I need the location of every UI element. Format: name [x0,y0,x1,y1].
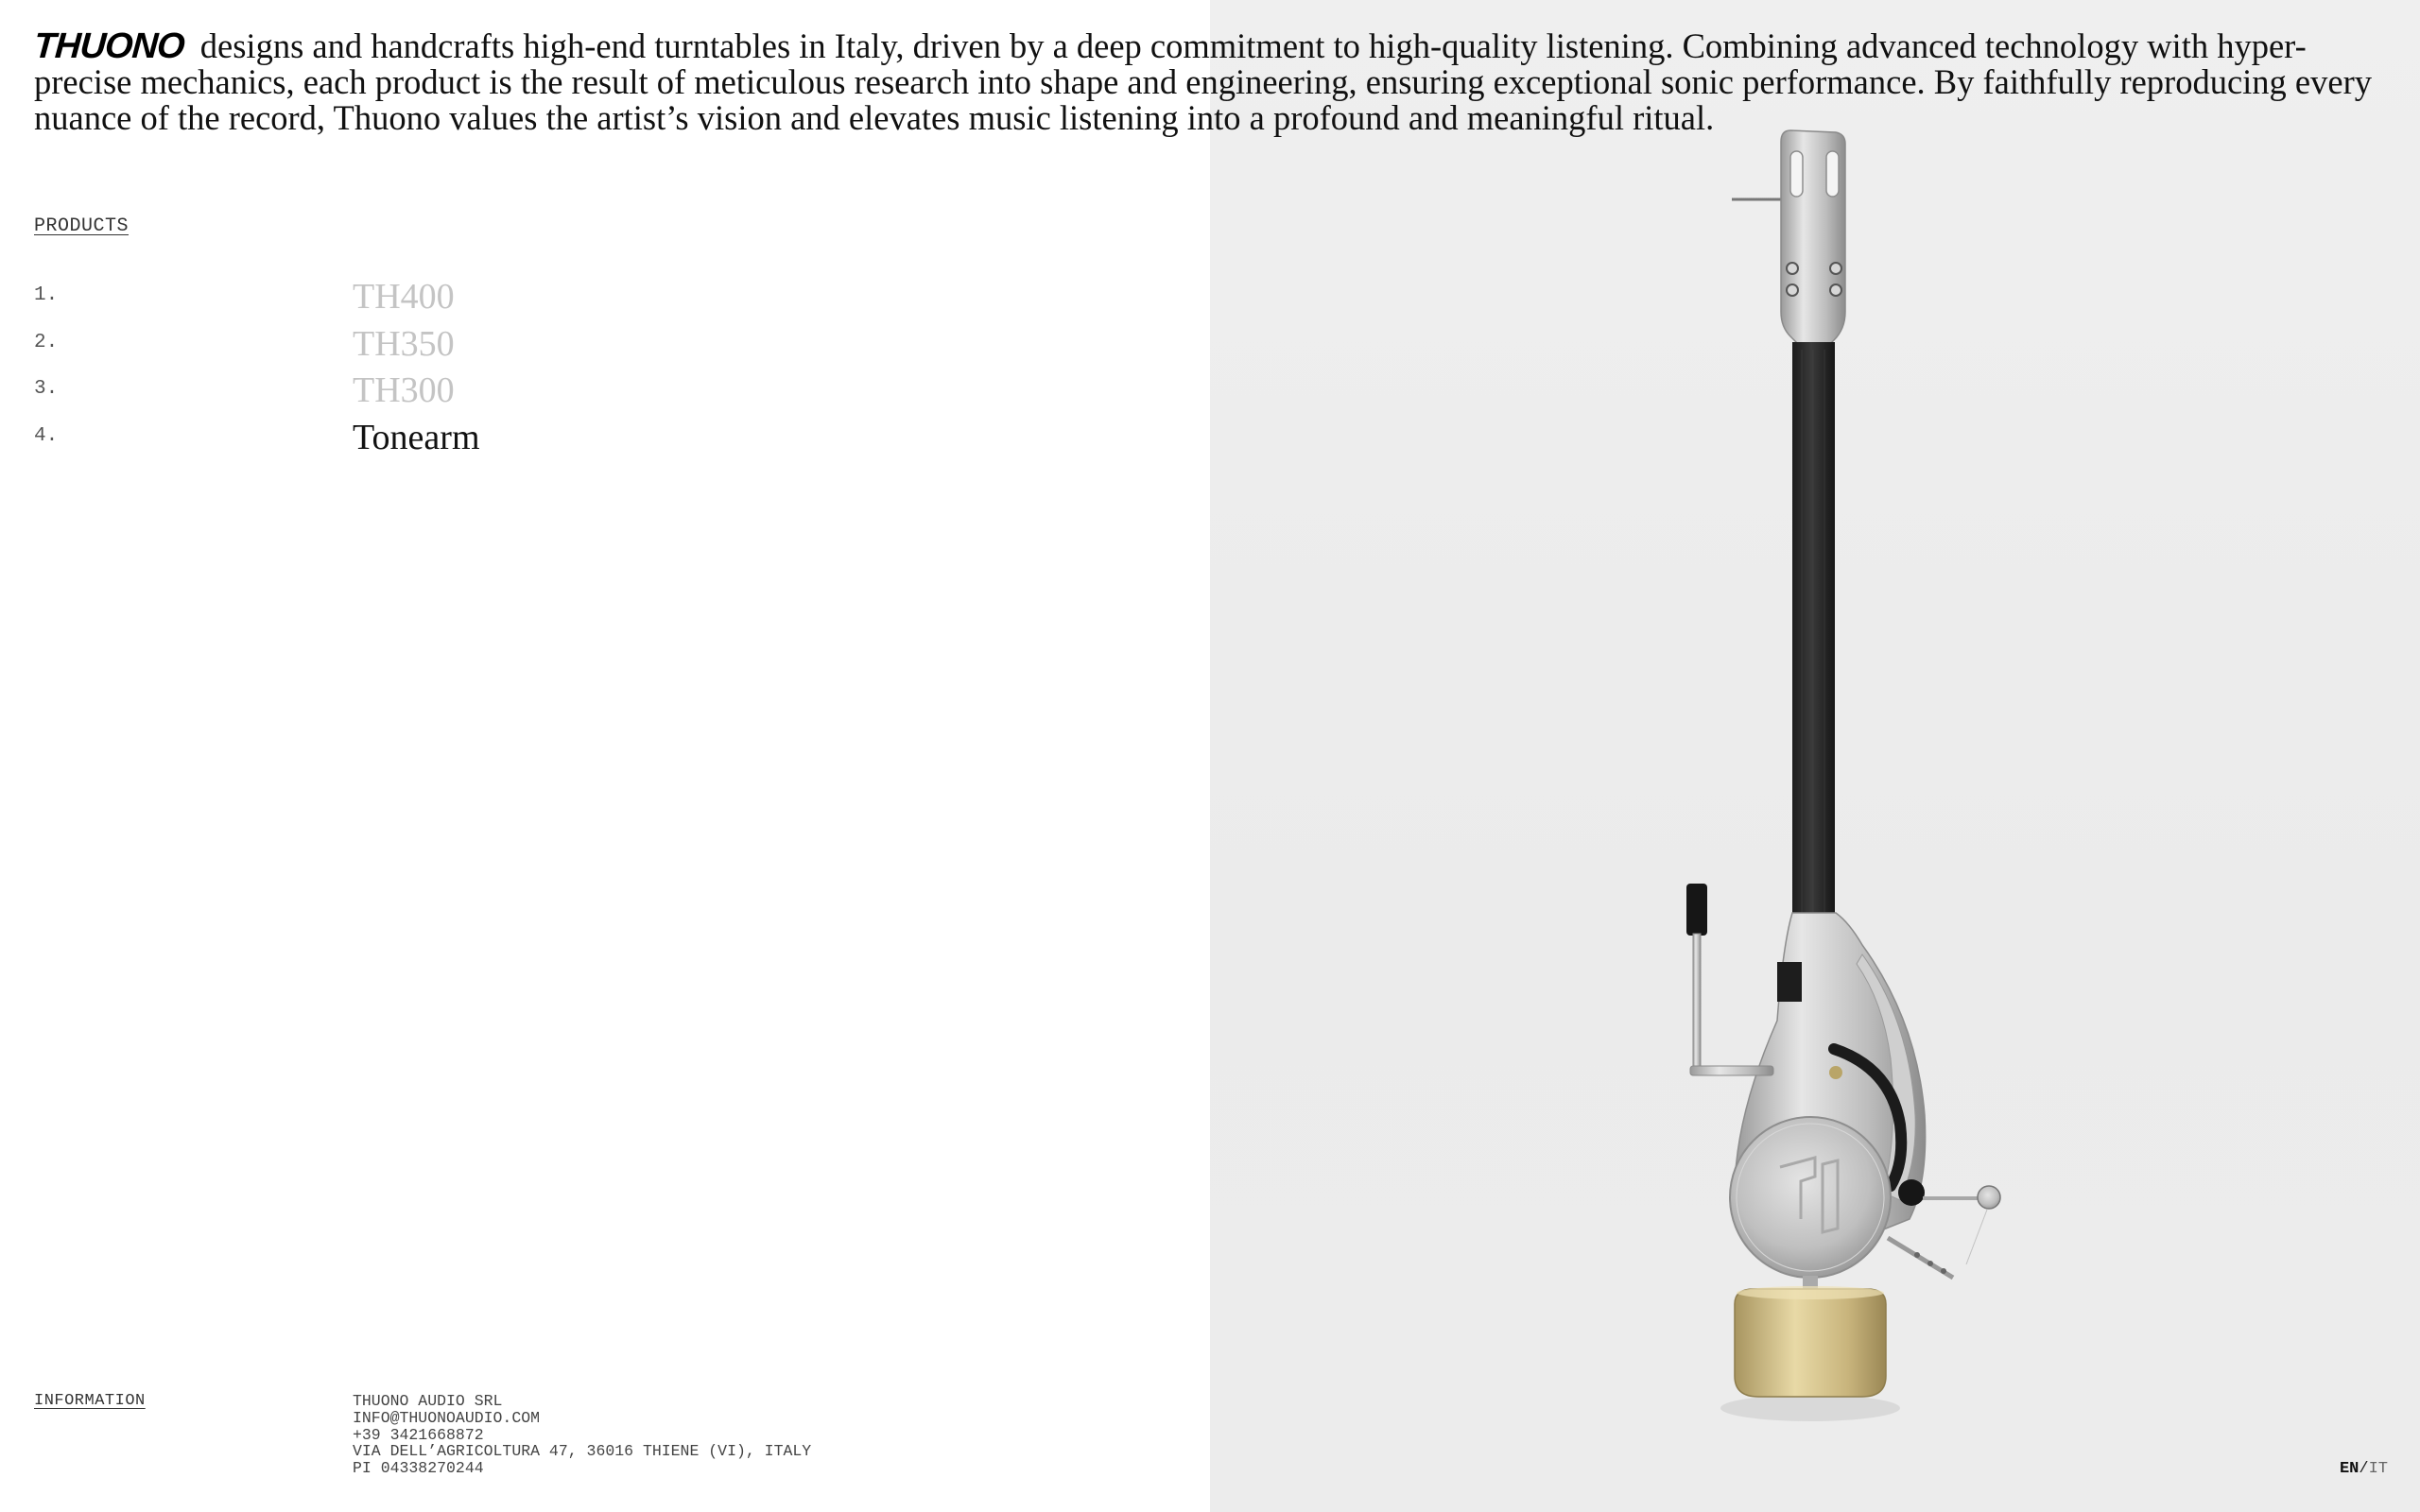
anti-skate [1888,1179,2000,1278]
contact-info [353,1393,811,1477]
lang-it[interactable]: IT [2368,1460,2388,1478]
product-number: 3. [34,378,59,400]
headshell [1732,130,1845,348]
language-switch [2340,1460,2388,1478]
product-number: 4. [34,424,59,447]
brass-base [1720,1276,1900,1421]
lang-separator: / [2359,1460,2369,1478]
vat-number: PI 04338270244 [353,1459,484,1478]
information-heading[interactable]: INFORMATION [34,1392,146,1410]
counterweight-disc [1730,1117,1891,1278]
email-link[interactable]: INFO@THUONOAUDIO.COM [353,1408,541,1427]
phone-link[interactable]: +39 3421668872 [353,1425,484,1444]
intro-paragraph [34,28,2378,136]
product-name[interactable]: TH350 [353,323,455,364]
lang-en[interactable]: EN [2339,1460,2360,1478]
product-item-tonearm[interactable] [34,418,790,465]
product-number: 2. [34,331,59,353]
address: VIA DELL’AGRICOLTURA 47, 36016 THIENE (VI), ITALY [353,1442,812,1461]
product-item-th400[interactable] [34,277,790,324]
brand-logo[interactable]: THUONO [32,26,186,66]
product-name[interactable]: TH300 [353,370,455,410]
tonearm-image [1210,0,2420,1512]
product-list [34,277,790,464]
products-heading[interactable]: PRODUCTS [34,215,130,237]
product-item-th350[interactable] [34,324,790,371]
product-name[interactable]: TH400 [353,277,455,317]
product-number: 1. [34,284,59,306]
product-name[interactable]: Tonearm [353,417,480,457]
product-image-panel [1210,0,2420,1512]
lift-lever [1686,884,1773,1075]
intro-text: designs and handcrafts high-end turntables in Italy, driven by a deep commitment to high-quality listening. Combining advanced technology with hyper-precise mechanics, each product is the result of meticulous research into shape and engineering, ensuring exceptional sonic performance. By faithfully reproducing every nuance of the record, Thuono values the artist’s vision and elevates music listening into a profound and meaningful ritual. [34,26,2372,137]
product-item-th300[interactable] [34,370,790,418]
company-name: THUONO AUDIO SRL [353,1392,503,1410]
